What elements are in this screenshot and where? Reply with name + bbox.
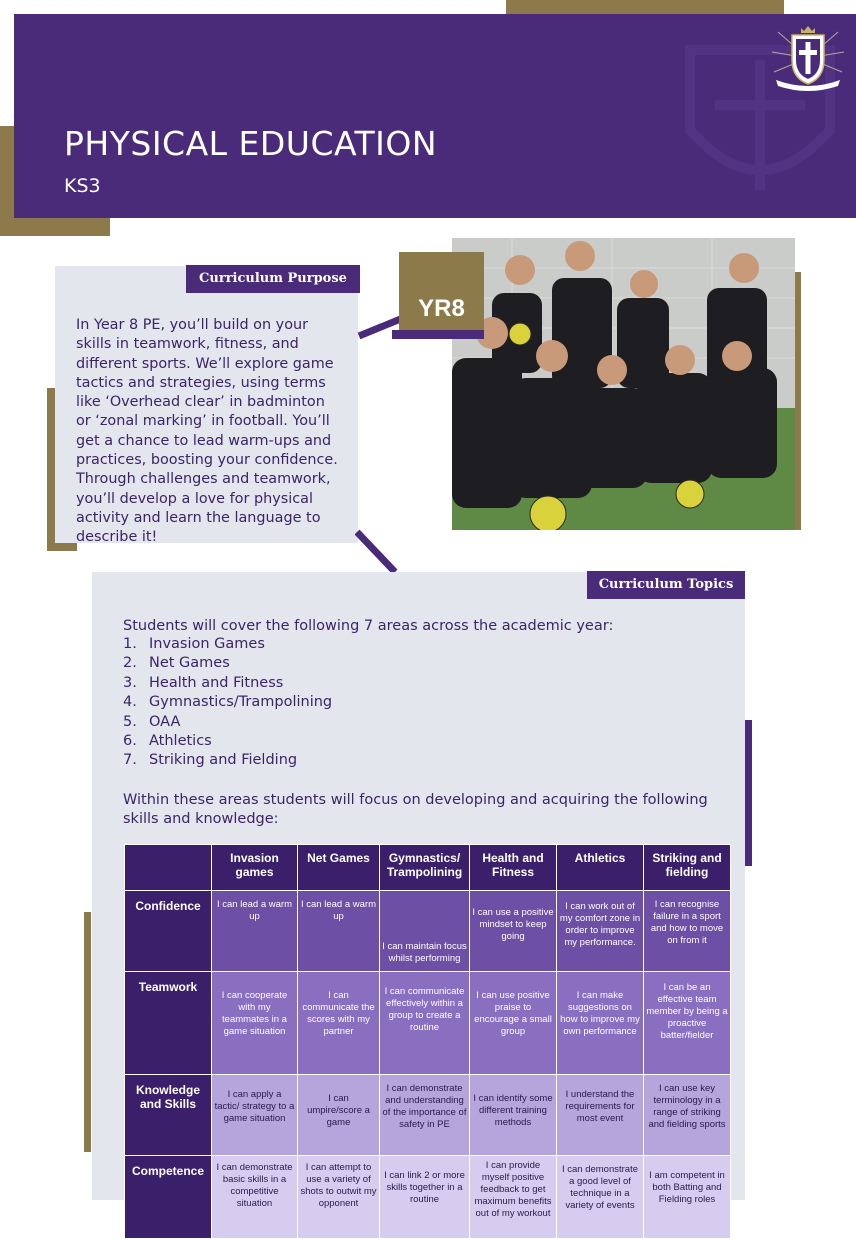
gold-accent-photo <box>794 272 801 530</box>
table-cell: I can demonstrate basic skills in a competitive situation <box>212 1156 298 1239</box>
table-cell: I can umpire/score a game <box>298 1075 380 1156</box>
school-crest-cross-icon <box>770 22 846 94</box>
table-cell: I can communicate the scores with my partner <box>298 972 380 1075</box>
table-cell: I can lead a warm up <box>298 891 380 972</box>
curriculum-purpose-label: Curriculum Purpose <box>186 265 360 293</box>
table-cell: I can use positive praise to encourage a small group <box>470 972 557 1075</box>
table-cell: I can demonstrate a good level of technique in a variety of events <box>557 1156 644 1239</box>
column-header: Health and Fitness <box>470 845 557 891</box>
column-header: Athletics <box>557 845 644 891</box>
table-cell: I can use a positive mindset to keep going <box>470 891 557 972</box>
table-cell: I understand the requirements for most event <box>557 1075 644 1156</box>
list-item: 4. Gymnastics/Trampolining <box>123 694 333 711</box>
skills-intro: Within these areas students will focus on developing and acquiring the following skills and knowledge: <box>123 792 708 828</box>
list-item: 3. Health and Fitness <box>123 674 284 691</box>
purple-accent-topics <box>745 720 752 866</box>
table-cell: I can apply a tactic/ strategy to a game situation <box>212 1075 298 1156</box>
students-football-photo <box>452 238 795 530</box>
list-item: 6. Athletics <box>123 732 212 749</box>
table-cell: I am competent in both Batting and Fielding roles <box>644 1156 731 1239</box>
topics-list <box>123 635 332 771</box>
year-badge-shadow <box>392 330 484 339</box>
list-item: 5. OAA <box>123 713 181 730</box>
column-header: Gymnastics/ Trampolining <box>380 845 470 891</box>
table-cell: I can demonstrate and understanding of the importance of safety in PE <box>380 1075 470 1156</box>
row-header: Teamwork <box>125 972 212 1075</box>
table-cell: I can link 2 or more skills together in a routine <box>380 1156 470 1239</box>
skills-table <box>124 844 731 1239</box>
table-cell: I can provide myself positive feedback to get maximum benefits out of my workout <box>470 1156 557 1239</box>
table-cell: I can maintain focus whilst performing <box>380 891 470 972</box>
gold-accent-topics <box>84 912 91 1152</box>
curriculum-purpose-text: In Year 8 PE, you’ll build on your skills in teamwork, fitness, and different sports. We’ll explore game tactics and strategies, using terms like ‘Overhead clear’ in badminton or ‘zonal marking’ in football. You’ll get a chance to lead warm-ups and practices, boosting your confidence. Through challenges and teamwork, you’ll develop a love for physical activity and learn the language to describe it! <box>76 317 338 546</box>
list-item: 1. Invasion Games <box>123 636 265 652</box>
page-subtitle: KS3 <box>64 175 101 197</box>
table-cell: I can make suggestions on how to improve my own performance <box>557 972 644 1075</box>
list-item: 2. Net Games <box>123 655 230 672</box>
row-header: Confidence <box>125 891 212 972</box>
topics-intro: Students will cover the following 7 areas across the academic year: <box>123 618 614 634</box>
table-cell: I can communicate effectively within a group to create a routine <box>380 972 470 1075</box>
curriculum-topics-label: Curriculum Topics <box>587 571 745 599</box>
table-corner <box>125 845 212 891</box>
table-row <box>125 972 731 1075</box>
connector-lines <box>355 300 465 580</box>
table-cell: I can use key terminology in a range of striking and fielding sports <box>644 1075 731 1156</box>
table-cell: I can identify some different training methods <box>470 1075 557 1156</box>
table-cell: I can recognise failure in a sport and how to move on from it <box>644 891 731 972</box>
table-row <box>125 1156 731 1239</box>
page-title: PHYSICAL EDUCATION <box>64 124 438 163</box>
table-header-row <box>125 845 731 891</box>
gold-accent-top <box>506 0 784 14</box>
table-cell: I can lead a warm up <box>212 891 298 972</box>
table-cell: I can be an effective team member by being a proactive batter/fielder <box>644 972 731 1075</box>
list-item: 7. Striking and Fielding <box>123 752 298 769</box>
table-row <box>125 1075 731 1156</box>
row-header: Knowledge and Skills <box>125 1075 212 1156</box>
column-header: Invasion games <box>212 845 298 891</box>
year-badge: YR8 <box>399 252 484 336</box>
table-cell: I can attempt to use a variety of shots to outwit my opponent <box>298 1156 380 1239</box>
row-header: Competence <box>125 1156 212 1239</box>
table-cell: I can cooperate with my teammates in a game situation <box>212 972 298 1075</box>
column-header: Striking and fielding <box>644 845 731 891</box>
table-row <box>125 891 731 972</box>
table-cell: I can work out of my comfort zone in order to improve my performance. <box>557 891 644 972</box>
column-header: Net Games <box>298 845 380 891</box>
